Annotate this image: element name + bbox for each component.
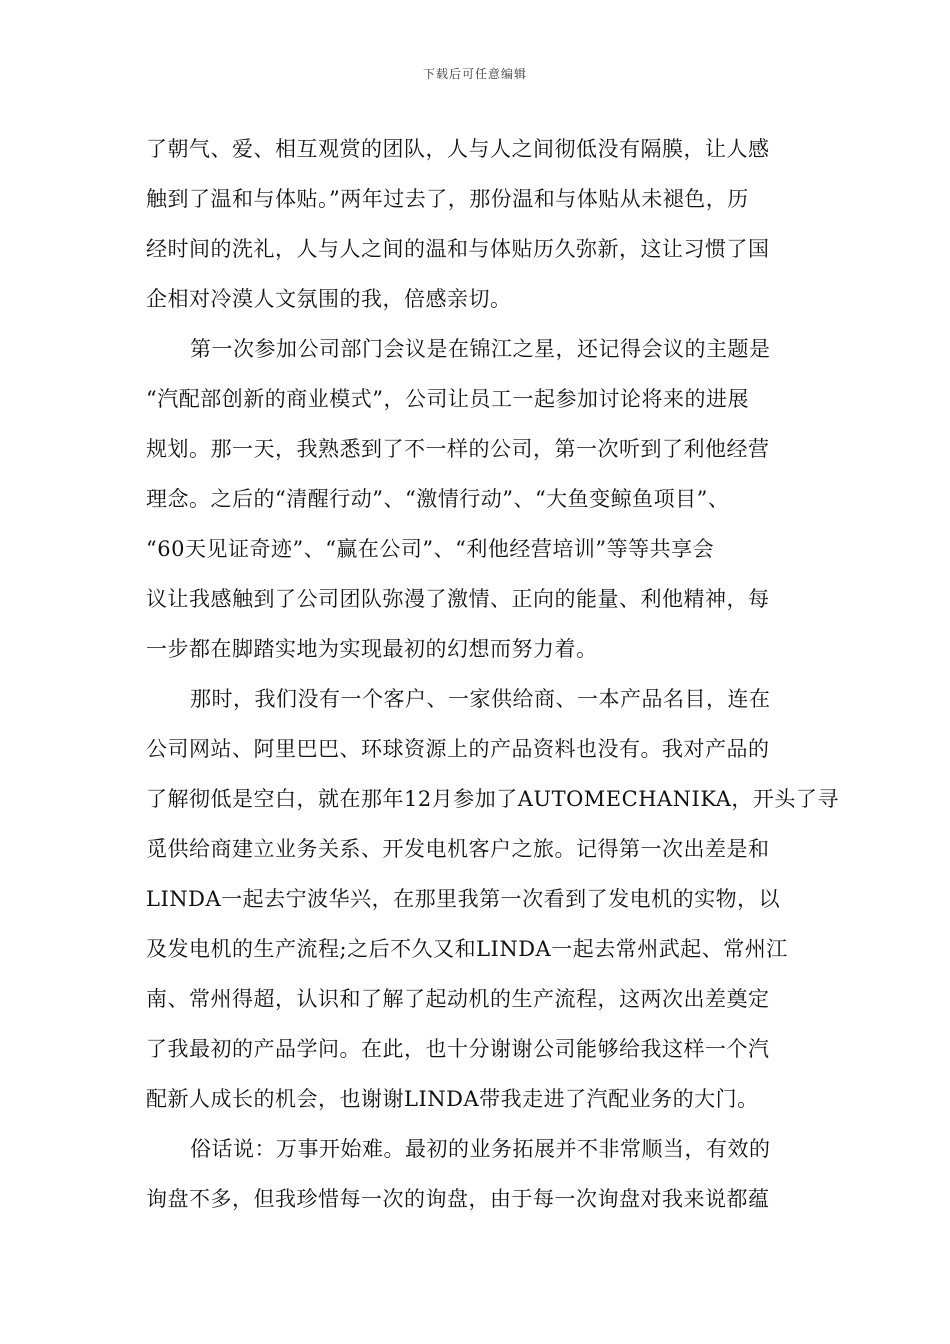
text-line: 了解彻低是空白，就在那年12月参加了AUTOMECHANIKA，开头了寻 (146, 787, 839, 811)
text-line: 俗话说：万事开始难。最初的业务拓展并不非常顺当，有效的 (190, 1137, 771, 1161)
text-line: “60天见证奇迹”、“赢在公司”、“利他经营培训”等等共享会 (146, 537, 715, 561)
text-line: 了朝气、爱、相互观赏的团队，人与人之间彻低没有隔膜，让人感 (146, 137, 770, 161)
text-line: 规划。那一天，我熟悉到了不一样的公司，第一次听到了利他经营 (146, 437, 770, 461)
text-line: LINDA一起去宁波华兴，在那里我第一次看到了发电机的实物，以 (146, 887, 781, 911)
text-line: 议让我感触到了公司团队弥漫了激情、正向的能量、利他精神，每 (146, 587, 770, 611)
body-text (146, 124, 839, 1224)
text-line: 经时间的洗礼，人与人之间的温和与体贴历久弥新，这让习惯了国 (146, 237, 770, 261)
text-line: 及发电机的生产流程;之后不久又和LINDA一起去常州武起、常州江 (146, 937, 788, 961)
text-line: 南、常州得超，认识和了解了起动机的生产流程，这两次出差奠定 (146, 987, 770, 1011)
text-line: 觅供给商建立业务关系、开发电机客户之旅。记得第一次出差是和 (146, 837, 770, 861)
text-line: 询盘不多，但我珍惜每一次的询盘，由于每一次询盘对我来说都蕴 (146, 1187, 770, 1211)
text-line: 理念。之后的“清醒行动”、“激情行动”、“大鱼变鲸鱼项目”、 (146, 487, 730, 511)
text-line: 第一次参加公司部门会议是在锦江之星，还记得会议的主题是 (190, 337, 771, 361)
text-line: 配新人成长的机会，也谢谢LINDA带我走进了汽配业务的大门。 (146, 1087, 759, 1111)
text-line: 触到了温和与体贴。”两年过去了，那份温和与体贴从未褪色，历 (146, 187, 749, 211)
text-line: 公司网站、阿里巴巴、环球资源上的产品资料也没有。我对产品的 (146, 737, 770, 761)
text-line: 企相对冷漠人文氛围的我，倍感亲切。 (146, 287, 512, 311)
text-line: 一步都在脚踏实地为实现最初的幻想而努力着。 (146, 637, 598, 661)
text-line: 那时，我们没有一个客户、一家供给商、一本产品名目，连在 (190, 687, 771, 711)
page-header: 下载后可任意编辑 (422, 67, 527, 81)
text-line: 了我最初的产品学问。在此，也十分谢谢公司能够给我这样一个汽 (146, 1037, 770, 1061)
text-line: “汽配部创新的商业模式”，公司让员工一起参加讨论将来的进展 (146, 387, 749, 411)
